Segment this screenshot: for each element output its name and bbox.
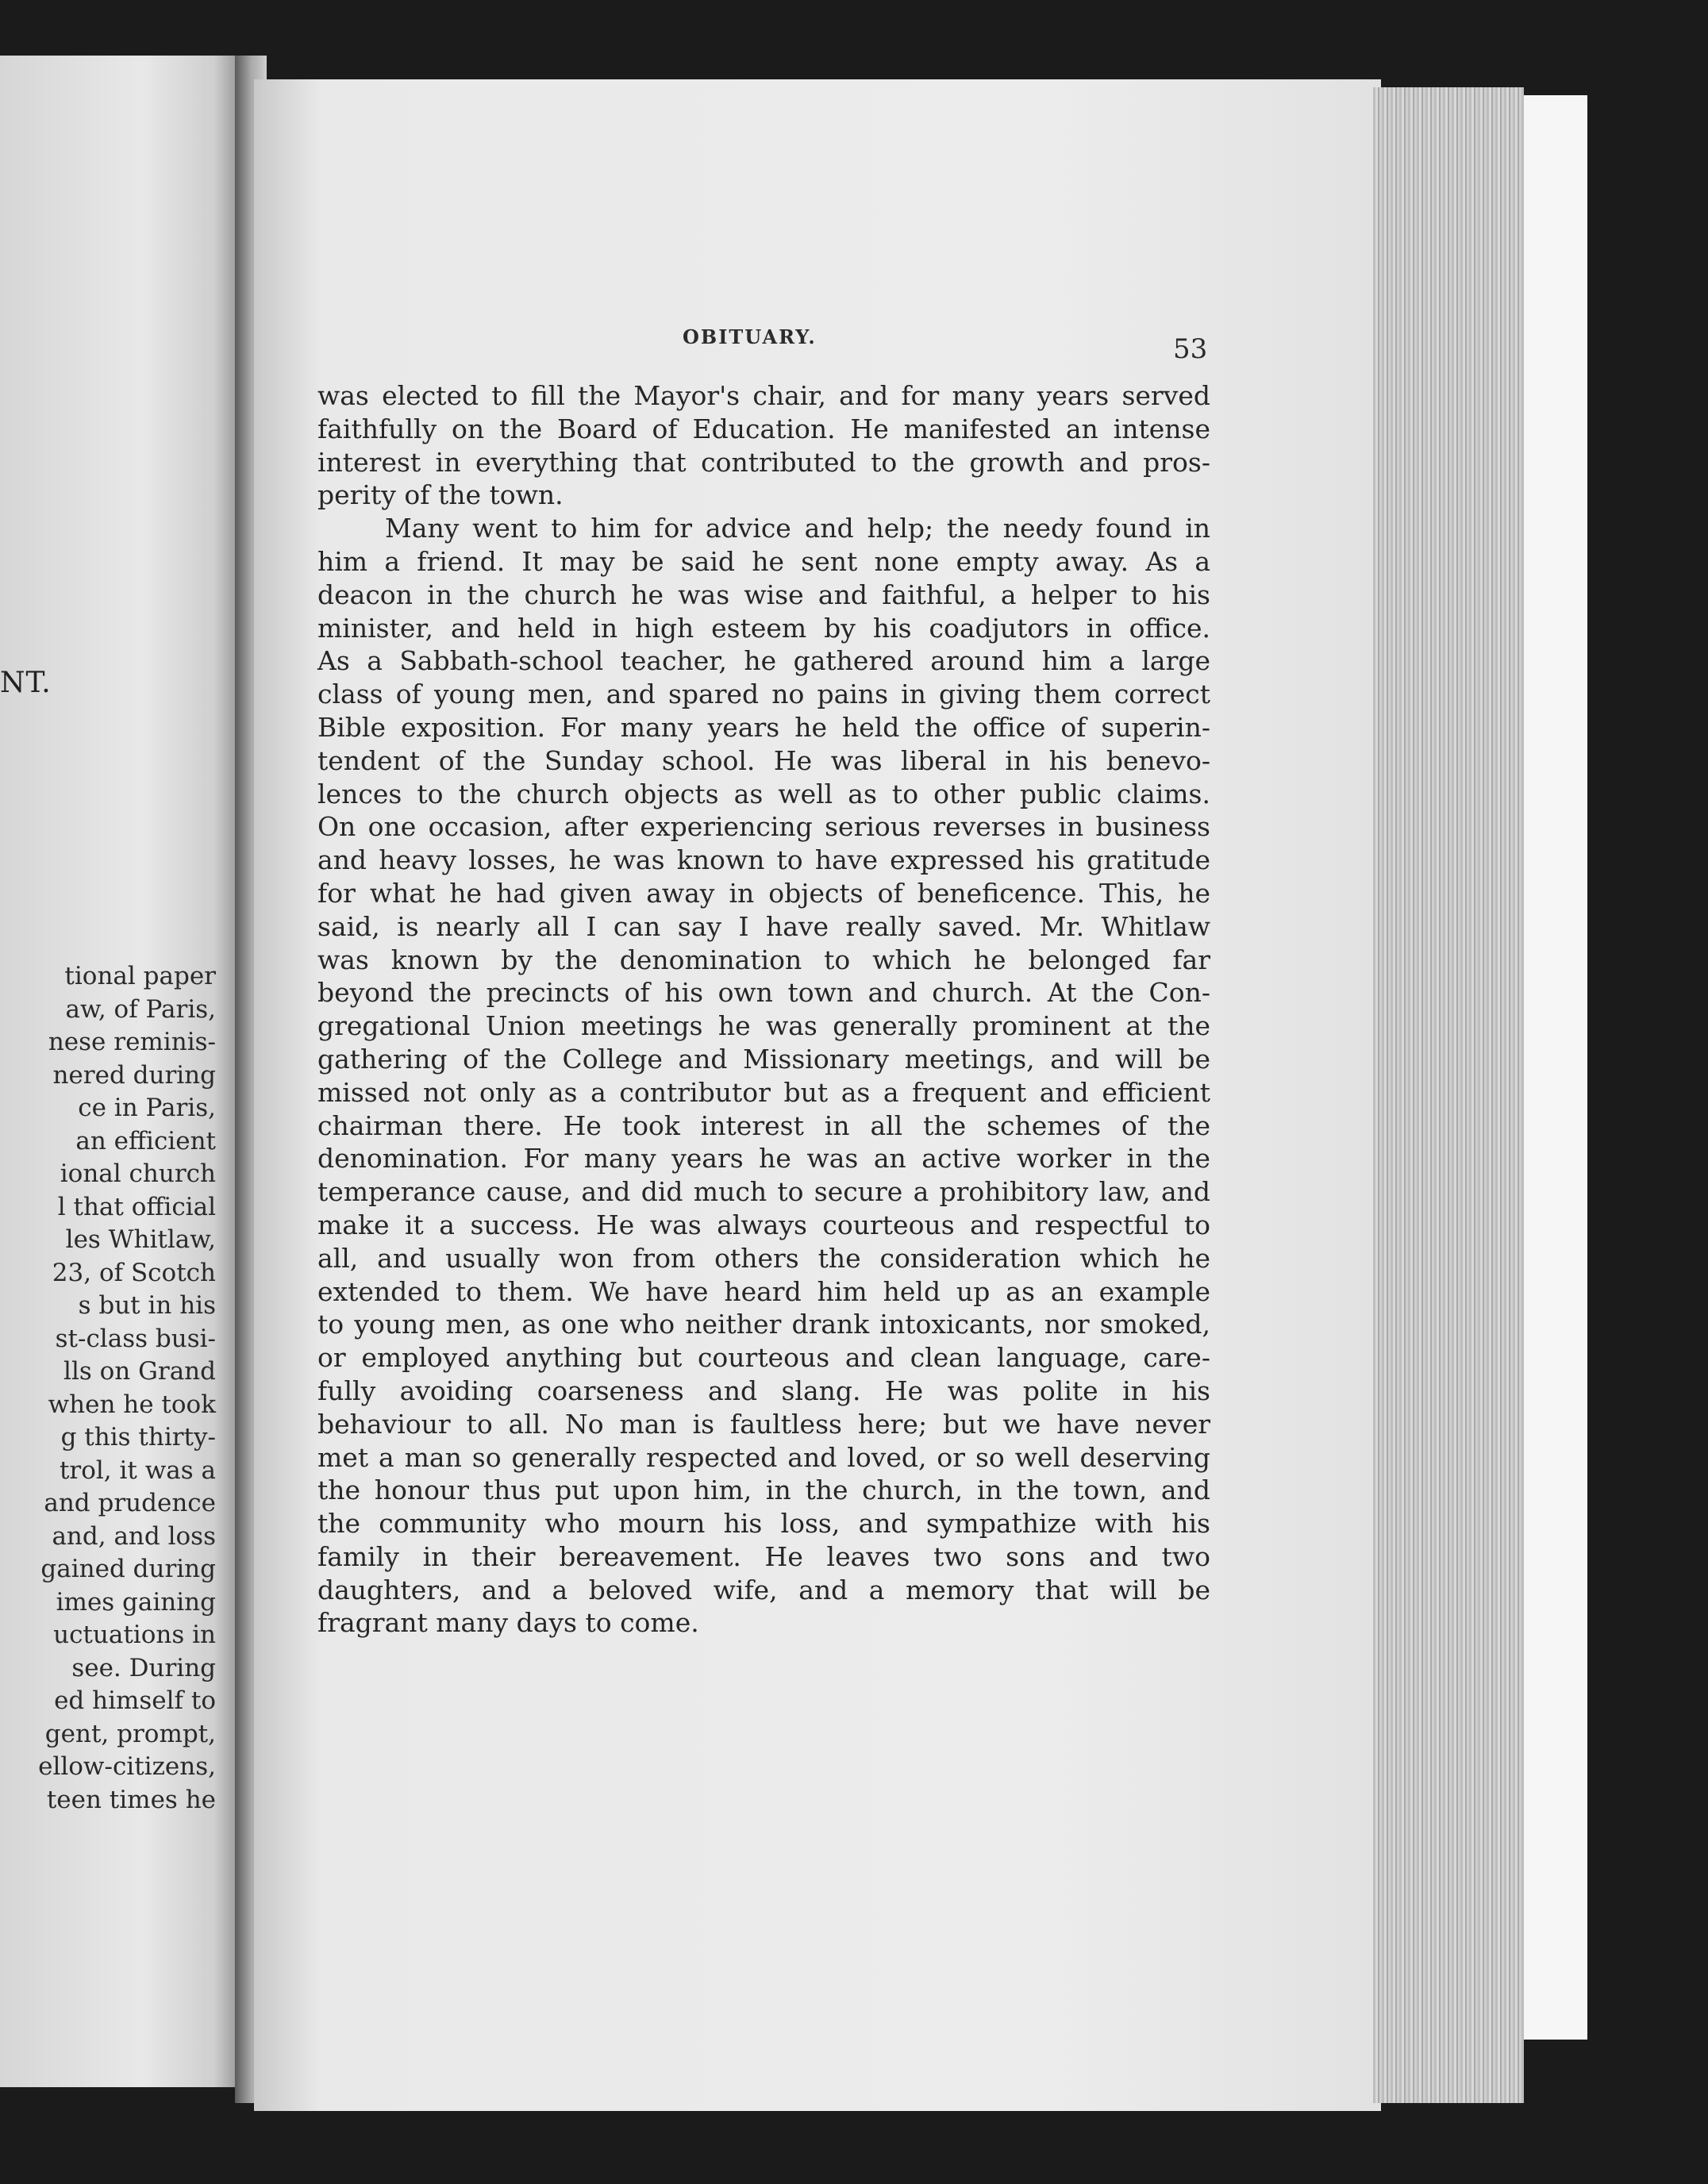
text-line: or employed anything but courteous and clean language, care-	[317, 1342, 1210, 1374]
text-line: extended to them. We have heard him held up as an example	[317, 1275, 1210, 1307]
text-line: family in their bereavement. He leaves two sons and two	[317, 1540, 1210, 1572]
text-line: tendent of the Sunday school. He was liberal in his benevo-	[317, 744, 1210, 776]
text-line: met a man so generally respected and loved, or so well deserving	[317, 1441, 1210, 1473]
text-line: As a Sabbath-school teacher, he gathered around him a large	[317, 645, 1210, 677]
text-line: was elected to fill the Mayor's chair, and for many years served	[317, 380, 1210, 411]
text-line: beyond the precincts of his own town and church. At the Con-	[317, 977, 1210, 1009]
text-line: temperance cause, and did much to secure a prohibitory law, and	[317, 1176, 1210, 1208]
left-text-line: les Whitlaw,	[65, 1225, 216, 1254]
left-text-line: uctuations in	[53, 1621, 216, 1649]
left-text-line: trol, it was a	[59, 1455, 216, 1485]
text-line: class of young men, and spared no pains in giving them correct	[317, 679, 1210, 710]
left-text-line: gent, prompt,	[44, 1719, 216, 1748]
text-line: behaviour to all. No man is faultless here; but we have never	[317, 1408, 1210, 1440]
text-line: fragrant many days to come.	[317, 1607, 699, 1639]
left-text-line: ellow-citizens,	[38, 1752, 216, 1781]
text-line: fully avoiding coarseness and slang. He was polite in his	[317, 1375, 1210, 1406]
text-line: chairman there. He took interest in all the schemes of the	[317, 1109, 1210, 1141]
text-line: Bible exposition. For many years he held the office of superin-	[317, 711, 1210, 743]
text-line: missed not only as a contributor but as a frequent and efficient	[317, 1076, 1210, 1108]
left-text-line: and prudence	[44, 1489, 216, 1517]
text-line: interest in everything that contributed to the growth and pros-	[317, 446, 1210, 478]
left-page	[0, 56, 238, 2087]
text-line: gathering of the College and Missionary meetings, and will be	[317, 1043, 1210, 1075]
text-line: and heavy losses, he was known to have expressed his gratitude	[317, 844, 1210, 876]
text-line: perity of the town.	[317, 479, 564, 511]
text-line: the community who mourn his loss, and sympathize with his	[317, 1508, 1210, 1540]
left-text-line: lls on Grand	[63, 1357, 216, 1386]
text-line: gregational Union meetings he was generally prominent at the	[317, 1010, 1210, 1042]
text-line: On one occasion, after experiencing serious reverses in business	[317, 811, 1210, 843]
left-text-line: nese reminis-	[48, 1028, 216, 1056]
text-line: make it a success. He was always courteous and respectful to	[317, 1209, 1210, 1240]
left-text-line: st-class busi-	[55, 1324, 216, 1353]
text-line: for what he had given away in objects of beneficence. This, he	[317, 877, 1210, 909]
text-line: lences to the church objects as well as to other public claims.	[317, 778, 1210, 809]
left-text-line: 23, of Scotch	[52, 1258, 216, 1287]
left-text-line: l that official	[57, 1192, 216, 1221]
text-line: was known by the denomination to which he belonged far	[317, 944, 1210, 975]
left-text-line: ed himself to	[54, 1686, 216, 1715]
text-line: daughters, and a beloved wife, and a memory that will be	[317, 1574, 1210, 1605]
left-text-line: aw, of Paris,	[65, 994, 216, 1024]
left-text-line: ce in Paris,	[78, 1094, 216, 1122]
left-text-line: nered during	[52, 1060, 216, 1090]
left-page-text	[10, 960, 216, 1817]
left-text-line: s but in his	[78, 1291, 216, 1320]
left-text-line: and, and loss	[52, 1521, 216, 1551]
text-line: minister, and held in high esteem by his coadjutors in office.	[317, 612, 1210, 644]
text-line: the honour thus put upon him, in the church, in the town, and	[317, 1475, 1210, 1506]
text-line: deacon in the church he was wise and faithful, a helper to his	[317, 579, 1210, 610]
left-text-line: when he took	[48, 1390, 216, 1419]
obituary-body	[317, 379, 1210, 1640]
page-edges	[1373, 87, 1524, 2103]
left-text-line: imes gaining	[56, 1587, 216, 1617]
text-line: Many went to him for advice and help; the needy found in	[385, 513, 1210, 544]
text-line: him a friend. It may be said he sent none empty away. As a	[317, 545, 1210, 577]
text-line: faithfully on the Board of Education. He manifested an intense	[317, 413, 1210, 444]
page-number: 53	[1173, 333, 1208, 365]
left-text-line: see. During	[71, 1653, 216, 1682]
running-head: OBITUARY.	[683, 325, 817, 348]
text-line: to young men, as one who neither drank intoxicants, nor smoked,	[317, 1309, 1210, 1340]
text-line: said, is nearly all I can say I have really saved. Mr. Whitlaw	[317, 910, 1210, 942]
text-line: all, and usually won from others the consideration which he	[317, 1242, 1210, 1274]
left-text-line: gained during	[40, 1555, 216, 1583]
left-text-line: an efficient	[75, 1126, 216, 1155]
left-text-line: tional paper	[64, 962, 216, 990]
text-line: denomination. For many years he was an active worker in the	[317, 1143, 1210, 1175]
left-text-line: ional church	[60, 1159, 216, 1188]
background-strip	[1524, 95, 1587, 2040]
left-text-line: g this thirty-	[60, 1423, 216, 1452]
left-page-heading-fragment: NT.	[0, 667, 52, 699]
left-text-line: teen times he	[46, 1785, 216, 1814]
